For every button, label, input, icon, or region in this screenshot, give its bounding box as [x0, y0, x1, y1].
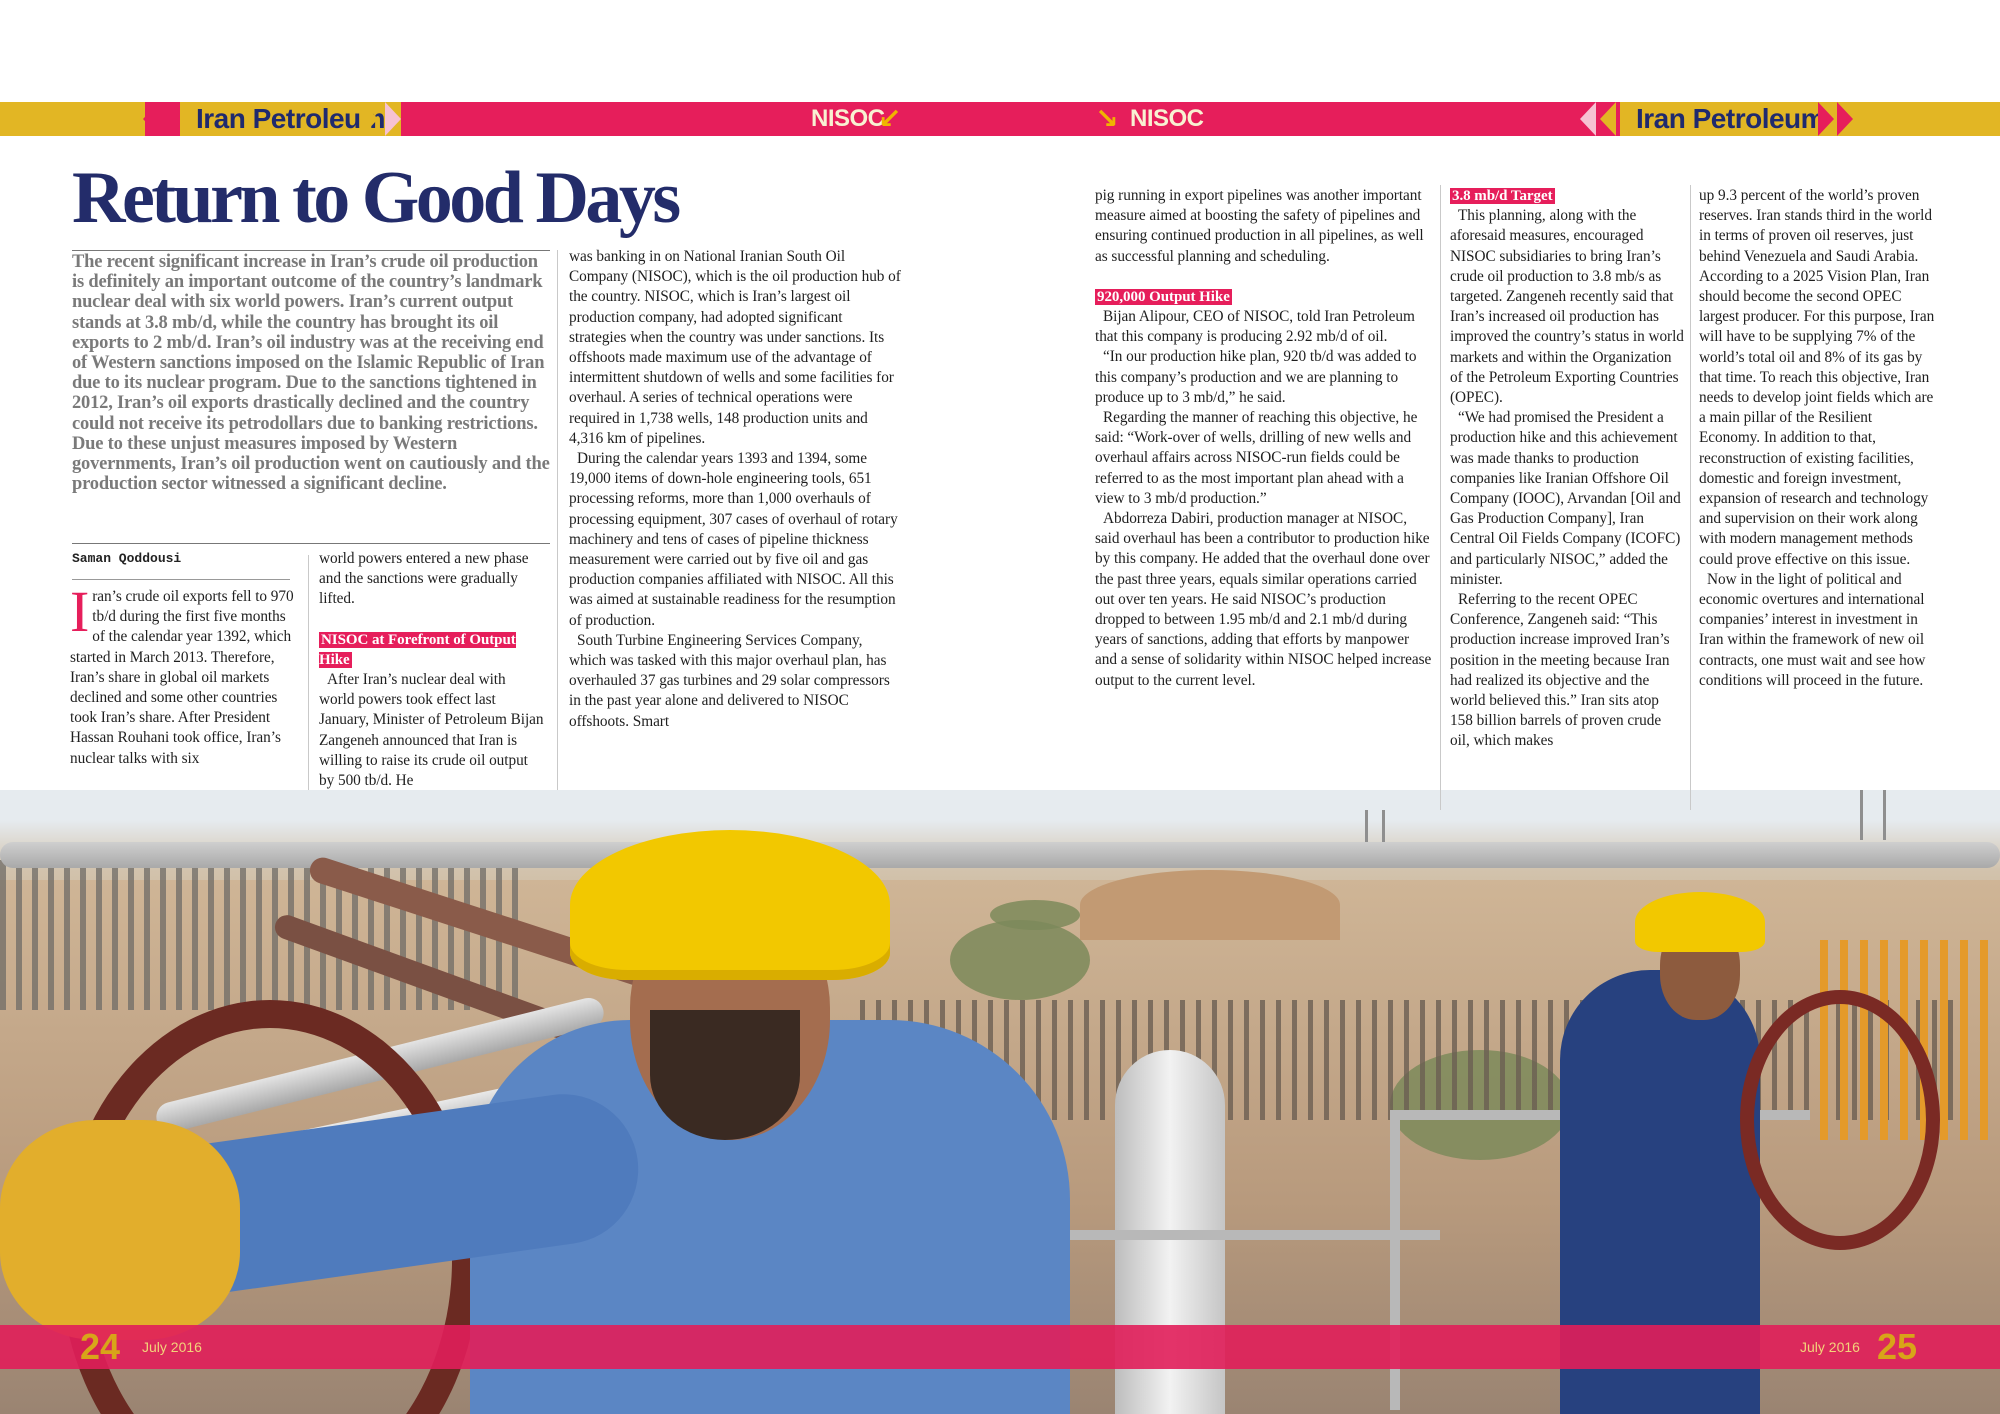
- paragraph: “In our production hike plan, 920 tb/d was added to this company’s production and we are planning to produce up to 3 mb/d,” he said.: [1095, 348, 1417, 406]
- article-title: Return to Good Days: [72, 157, 678, 239]
- author-byline: Saman Qoddousi: [72, 551, 182, 566]
- chevron-left-icon: [1580, 102, 1596, 136]
- drop-cap: I: [70, 579, 90, 644]
- work-glove: [0, 1120, 240, 1340]
- article-column-1: [70, 579, 300, 769]
- yellow-hardhat: [1635, 892, 1765, 952]
- pylon: [1860, 790, 1886, 840]
- article-column-2: [319, 549, 544, 791]
- chevron-right-icon: [1818, 102, 1834, 136]
- paragraph: Referring to the recent OPEC Conference, Zangeneh said: “This production increase improved Iran’s position in the meeting because Iran had realized its objective and the world believed this.” Iran sits atop 158 billion barrels of proven crude oil, which makes: [1450, 591, 1670, 750]
- chevron-left-icon: [143, 102, 159, 136]
- lead-bottom-rule: [72, 543, 550, 544]
- subheading-label: 920,000 Output Hike: [1097, 288, 1230, 305]
- article-column-5: [1450, 186, 1684, 752]
- article-column-6: [1699, 186, 1935, 691]
- header-band-accent-right: [1830, 102, 2000, 136]
- lead-top-rule: [72, 250, 550, 251]
- subheading: [1450, 186, 1684, 206]
- overhead-pipe: [0, 842, 2000, 868]
- subheading-label: 3.8 mb/d Target: [1452, 188, 1553, 204]
- paragraph: Abdorreza Dabiri, production manager at NISOC, said overhaul has been a contributor to production hike by this company. He added that the overhaul done over the past three years, equals similar operations carried out over ten years. He said NISOC’s production dropped to between 1.95 mb/d and 2.1 mb/d during years of sanctions, adding that efforts by manpower and a sense of solidarity within NISOC helped increase output to the current level.: [1095, 510, 1432, 689]
- subheading: [1095, 287, 1433, 307]
- paragraph: up 9.3 percent of the world’s proven reserves. Iran stands third in the world in terms of proven oil reserves, just behind Venezuela and Saudi Arabia. According to a 2025 Vision Plan, Iran should become the second OPEC largest producer. For this purpose, Iran will have to be supplying 7% of the world’s total oil and 8% of its gas by that time. To reach this objective, Iran needs to develop joint fields which are a main pillar of the Resilient Economy. In addition to that, reconstruction of existing facilities, domestic and foreign investment, expansion of research and technology and supervision on their work along with modern management methods could prove effective on this issue.: [1699, 187, 1935, 568]
- column-divider: [1690, 185, 1691, 810]
- chevron-right-icon: [385, 102, 401, 136]
- paragraph: During the calendar years 1393 and 1394, some 19,000 items of down-hole engineering tools, 651 processing reforms, more than 1,000 overhauls of processing equipment, 307 cases of overhaul of rotary machinery and tens of cases of pipeline thickness measurement were carried out by five oil and gas production companies affiliated with NISOC. All this was aimed at sustainable readiness for the resumption of production.: [569, 450, 898, 629]
- page-number-right: 25: [1877, 1326, 1918, 1367]
- issue-date-right: July 2016: [1800, 1339, 1860, 1355]
- paragraph: This planning, along with the aforesaid measures, encouraged NISOC subsidiaries to bring Iran’s crude oil production to 3.8 mb/s as targeted. Zangeneh recently said that Iran’s increased oil production has improved the country’s status in world markets and within the Organization of the Petroleum Exporting Countries (OPEC).: [1450, 207, 1684, 407]
- dirt-mound: [1080, 870, 1340, 940]
- paragraph: After Iran’s nuclear deal with world powers took effect last January, Minister of Petroleum Bijan Zangeneh announced that Iran is willing to raise its crude oil output by 500 tb/d. He: [319, 671, 544, 790]
- article-lead: The recent significant increase in Iran’s crude oil production is definitely an important outcome of the country’s landmark nuclear deal with six world powers. Iran’s current output stands at 3.8 mb/d, while the country has brought its oil exports to 2 mb/d. Iran’s oil industry was at the receiving end of Western sanctions imposed on the Islamic Republic of Iran due to its nuclear program. Due to the sanctions tightened in 2012, Iran’s oil exports drastically declined and the country could not receive its petrodollars due to banking restrictions. Due to these unjust measures imposed by Western governments, Iran’s oil production went on cautiously and the production sector witnessed a significant decline.: [72, 252, 550, 495]
- paragraph: Iran’s crude oil exports fell to 970 tb/d during the first five months of the calendar year 1392, which started in March 2013. Therefore, Iran’s share in global oil markets declined and some other countries took Iran’s share. After President Hassan Rouhani took office, Iran’s nuclear talks with six: [70, 579, 294, 767]
- paragraph: world powers entered a new phase and the sanctions were gradually lifted.: [319, 550, 529, 608]
- section-label-left: Iran Petroleum: [180, 102, 401, 136]
- paragraph: pig running in export pipelines was another important measure aimed at boosting the safety of pipelines and ensuring continued production in all pipelines, as well as successful planning and scheduling.: [1095, 187, 1424, 265]
- paragraph: Regarding the manner of reaching this objective, he said: “Work-over of wells, drilling of new wells and overhaul affairs across NISOC-run fields could be referred to as the most important plan ahead with a view to 3 mb/d production.”: [1095, 409, 1418, 507]
- oil-field-workers-photo: [0, 790, 2000, 1414]
- chevron-left-icon: [162, 102, 178, 136]
- column-divider: [557, 250, 558, 790]
- paragraph: Now in the light of political and economic overtures and international companies’ interest in investment in Iran within the framework of new oil contracts, one must wait and see how conditions will proceed in the future.: [1699, 570, 1926, 689]
- subheading: [319, 630, 544, 670]
- column-divider: [308, 555, 309, 790]
- paragraph: Bijan Alipour, CEO of NISOC, told Iran Petroleum that this company is producing 2.92 mb/d of oil.: [1095, 308, 1415, 346]
- subheading-label: NISOC at Forefront of Output Hike: [319, 631, 516, 668]
- paragraph: “We had promised the President a production hike and this achievement was made thanks to production companies like Iranian Offshore Oil Company (IOOC), Arvandan [Oil and Gas Production Company], Iran Central Oil Fields Company (ICOFC) and particularly NISOC,” added the minister.: [1450, 409, 1681, 588]
- paragraph: was banking in on National Iranian South Oil Company (NISOC), which is the oil production hub of the country. NISOC, which is Iran’s largest oil production company, had adopted significant strategies when the country was under sanctions. Its offshoots made maximum use of the advantage of intermittent shutdown of wells and some facilities for overhaul. A series of technical operations were required in 1,738 wells, 148 production units and 4,316 km of pipelines.: [569, 248, 901, 447]
- yellow-hardhat: [570, 830, 890, 980]
- chevron-right-icon: [1837, 102, 1853, 136]
- shrub: [950, 920, 1090, 1000]
- page-number-left: 24: [80, 1326, 121, 1367]
- byline-rule: [72, 579, 290, 580]
- worker-beard: [650, 1010, 800, 1140]
- nisoc-tag-left: NISOC: [811, 105, 885, 132]
- arrow-down-right-icon: ↘: [1095, 102, 1119, 135]
- header-band-accent-left: [0, 102, 145, 136]
- paragraph: South Turbine Engineering Services Company, which was tasked with this major overhaul plan, has overhauled 37 gas turbines and 29 solar compressors in the past year alone and delivered to NISOC offshoots. Smart: [569, 631, 890, 730]
- nisoc-tag-right: NISOC: [1130, 105, 1204, 132]
- section-label-right: Iran Petroleum: [1620, 102, 1841, 136]
- footer-band: [0, 1325, 2000, 1369]
- arrow-down-left-icon: ↙: [878, 102, 902, 135]
- chevron-left-icon: [1600, 102, 1616, 136]
- article-column-3: [569, 247, 901, 732]
- issue-date-left: July 2016: [142, 1339, 202, 1355]
- article-column-4: [1095, 186, 1433, 691]
- column-divider: [1440, 185, 1441, 810]
- valve-wheel: [1740, 990, 1940, 1250]
- chevron-right-icon: [362, 102, 378, 136]
